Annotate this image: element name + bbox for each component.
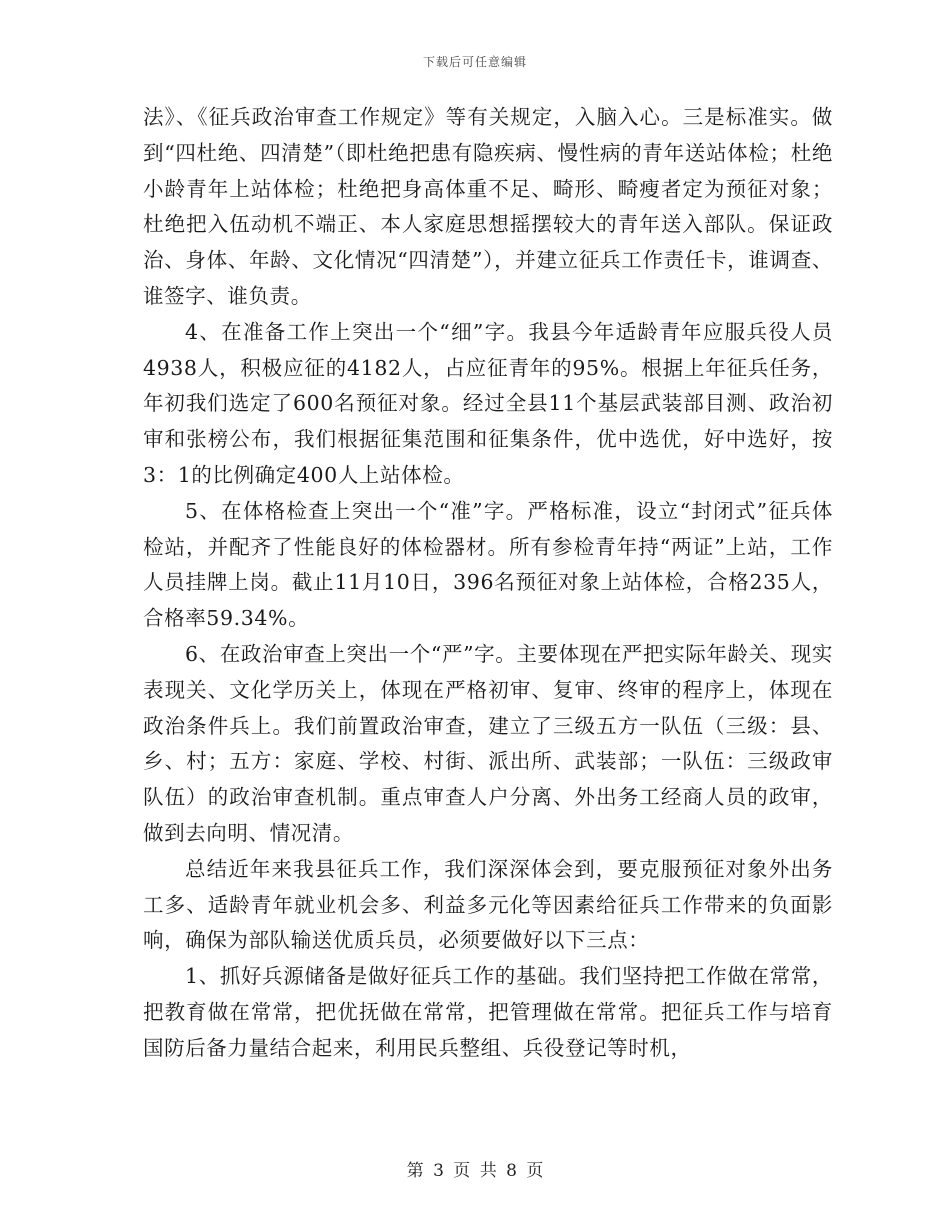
paragraph-point-1: 1、抓好兵源储备是做好征兵工作的基础。我们坚持把工作做在常常，把教育做在常常，把优抚做在常常，把管理做在常常。把征兵工作与培育国防后备力量结合起来，利用民兵整组、兵役登记等时机， — [143, 964, 833, 1060]
paragraph-continuation: 法》、《征兵政治审查工作规定》等有关规定，入脑入心。三是标准实。做到“四杜绝、四清楚”（即杜绝把患有隐疾病、慢性病的青年送站体检；杜绝小龄青年上站体检；杜绝把身高体重不足、畸形、畸瘦者定为预征对象；杜绝把入伍动机不端正、本人家庭思想摇摆较大的青年送入部队。保证政治、身体、年龄、文化情况“四清楚”），并建立征兵工作责任卡，谁调查、谁签字、谁负责。 — [143, 105, 833, 308]
page-footer: 第 3 页 共 8 页 — [406, 1161, 544, 1181]
document-body — [143, 100, 833, 1067]
paragraph-item-5: 5、在体格检查上突出一个“准”字。严格标准，设立“封闭式”征兵体检站，并配齐了性能良好的体检器材。所有参检青年持“两证”上站，工作人员挂牌上岗。截止11月10日，396名预征对象上站体检，合格235人，合格率59.34%。 — [143, 498, 833, 631]
paragraph-item-6: 6、在政治审查上突出一个“严”字。主要体现在严把实际年龄关、现实表现关、文化学历关上，体现在严格初审、复审、终审的程序上，体现在政治条件兵上。我们前置政治审查，建立了三级五方一队伍（三级：县、乡、村；五方：家庭、学校、村街、派出所、武装部；一队伍：三级政审队伍）的政治审查机制。重点审查人户分离、外出务工经商人员的政审，做到去向明、情况清。 — [143, 641, 833, 845]
paragraph-item-4: 4、在准备工作上突出一个“细”字。我县今年适龄青年应服兵役人员4938人，积极应征的4182人，占应征青年的95%。根据上年征兵任务，年初我们选定了600名预征对象。经过全县11个基层武装部目测、政治初审和张榜公布，我们根据征集范围和征集条件，优中选优，好中选好，按3：1的比例确定400人上站体检。 — [143, 319, 833, 487]
page-header: 下载后可任意编辑 — [422, 55, 527, 69]
paragraph-summary: 总结近年来我县征兵工作，我们深深体会到，要克服预征对象外出务工多、适龄青年就业机会多、利益多元化等因素给征兵工作带来的负面影响，确保为部队输送优质兵员，必须要做好以下三点： — [143, 856, 833, 953]
